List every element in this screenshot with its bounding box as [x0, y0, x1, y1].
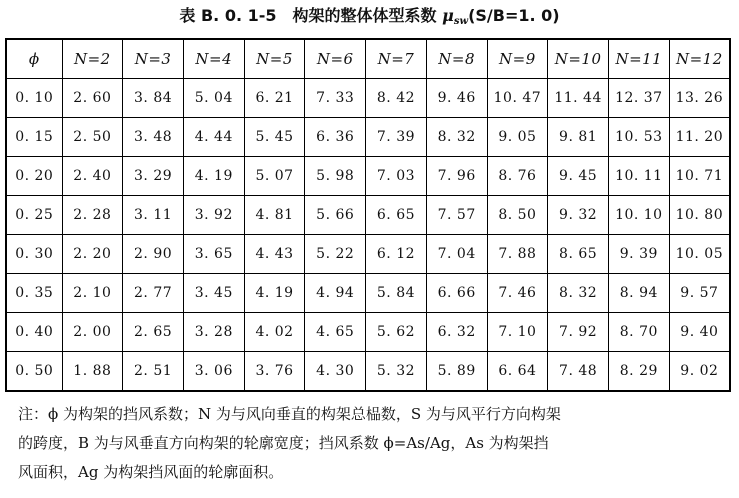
table-note — [18, 400, 730, 487]
column-header: N=8 — [426, 39, 487, 79]
row-phi-cell: 0. 20 — [6, 157, 62, 196]
column-header: N=4 — [183, 39, 244, 79]
column-header: N=10 — [548, 39, 609, 79]
value-cell: 3. 48 — [123, 118, 184, 157]
value-cell: 4. 19 — [244, 274, 305, 313]
value-cell: 9. 57 — [669, 274, 730, 313]
column-header: N=12 — [669, 39, 730, 79]
value-cell: 10. 71 — [669, 157, 730, 196]
value-cell: 2. 90 — [123, 235, 184, 274]
value-cell: 10. 11 — [608, 157, 669, 196]
table-body — [6, 79, 730, 392]
value-cell: 4. 02 — [244, 313, 305, 352]
value-cell: 2. 51 — [123, 352, 184, 392]
value-cell: 1. 88 — [62, 352, 123, 392]
value-cell: 2. 77 — [123, 274, 184, 313]
table-row — [6, 313, 730, 352]
value-cell: 5. 45 — [244, 118, 305, 157]
value-cell: 12. 37 — [608, 79, 669, 118]
coefficient-table — [5, 38, 731, 392]
value-cell: 7. 03 — [366, 157, 427, 196]
value-cell: 4. 65 — [305, 313, 366, 352]
table-row — [6, 118, 730, 157]
value-cell: 7. 04 — [426, 235, 487, 274]
value-cell: 7. 48 — [548, 352, 609, 392]
value-cell: 6. 64 — [487, 352, 548, 392]
value-cell: 5. 22 — [305, 235, 366, 274]
value-cell: 3. 11 — [123, 196, 184, 235]
column-header: N=2 — [62, 39, 123, 79]
value-cell: 2. 50 — [62, 118, 123, 157]
value-cell: 6. 21 — [244, 79, 305, 118]
row-phi-cell: 0. 30 — [6, 235, 62, 274]
value-cell: 5. 84 — [366, 274, 427, 313]
value-cell: 7. 92 — [548, 313, 609, 352]
value-cell: 4. 44 — [183, 118, 244, 157]
value-cell: 9. 02 — [669, 352, 730, 392]
value-cell: 9. 32 — [548, 196, 609, 235]
value-cell: 10. 53 — [608, 118, 669, 157]
corner-header: ϕ — [6, 39, 62, 79]
value-cell: 7. 46 — [487, 274, 548, 313]
value-cell: 3. 84 — [123, 79, 184, 118]
value-cell: 2. 65 — [123, 313, 184, 352]
table-row — [6, 79, 730, 118]
value-cell: 9. 39 — [608, 235, 669, 274]
value-cell: 2. 40 — [62, 157, 123, 196]
value-cell: 4. 81 — [244, 196, 305, 235]
value-cell: 7. 57 — [426, 196, 487, 235]
value-cell: 6. 32 — [426, 313, 487, 352]
value-cell: 10. 10 — [608, 196, 669, 235]
column-header: N=11 — [608, 39, 669, 79]
value-cell: 5. 07 — [244, 157, 305, 196]
row-phi-cell: 0. 10 — [6, 79, 62, 118]
value-cell: 7. 39 — [366, 118, 427, 157]
value-cell: 7. 96 — [426, 157, 487, 196]
value-cell: 5. 89 — [426, 352, 487, 392]
column-header: N=6 — [305, 39, 366, 79]
value-cell: 8. 50 — [487, 196, 548, 235]
value-cell: 2. 10 — [62, 274, 123, 313]
value-cell: 10. 47 — [487, 79, 548, 118]
value-cell: 8. 94 — [608, 274, 669, 313]
value-cell: 9. 45 — [548, 157, 609, 196]
caption-subscript: sw — [453, 16, 469, 27]
value-cell: 7. 10 — [487, 313, 548, 352]
note-line: 的跨度，B 为与风垂直方向构架的轮廓宽度；挡风系数 ϕ=As/Ag，As 为构架挡 — [18, 434, 549, 452]
value-cell: 10. 05 — [669, 235, 730, 274]
value-cell: 3. 76 — [244, 352, 305, 392]
value-cell: 3. 29 — [123, 157, 184, 196]
column-header: N=5 — [244, 39, 305, 79]
table-row — [6, 235, 730, 274]
table-row — [6, 196, 730, 235]
table-row — [6, 157, 730, 196]
value-cell: 11. 20 — [669, 118, 730, 157]
table-row — [6, 352, 730, 392]
row-phi-cell: 0. 25 — [6, 196, 62, 235]
value-cell: 4. 30 — [305, 352, 366, 392]
value-cell: 2. 60 — [62, 79, 123, 118]
value-cell: 8. 42 — [366, 79, 427, 118]
value-cell: 4. 94 — [305, 274, 366, 313]
column-header: N=3 — [123, 39, 184, 79]
value-cell: 6. 65 — [366, 196, 427, 235]
value-cell: 5. 62 — [366, 313, 427, 352]
value-cell: 9. 46 — [426, 79, 487, 118]
value-cell: 10. 80 — [669, 196, 730, 235]
value-cell: 6. 66 — [426, 274, 487, 313]
value-cell: 13. 26 — [669, 79, 730, 118]
value-cell: 5. 04 — [183, 79, 244, 118]
value-cell: 4. 43 — [244, 235, 305, 274]
value-cell: 3. 28 — [183, 313, 244, 352]
value-cell: 3. 45 — [183, 274, 244, 313]
value-cell: 6. 36 — [305, 118, 366, 157]
value-cell: 9. 40 — [669, 313, 730, 352]
table-row — [6, 274, 730, 313]
value-cell: 11. 44 — [548, 79, 609, 118]
value-cell: 7. 88 — [487, 235, 548, 274]
caption-condition: (S/B=1. 0) — [468, 6, 560, 25]
value-cell: 5. 32 — [366, 352, 427, 392]
column-header: N=7 — [366, 39, 427, 79]
note-line: 注：ϕ 为构架的挡风系数；N 为与风向垂直的构架总榀数，S 为与风平行方向构架 — [18, 405, 561, 423]
value-cell: 4. 19 — [183, 157, 244, 196]
value-cell: 9. 05 — [487, 118, 548, 157]
row-phi-cell: 0. 15 — [6, 118, 62, 157]
row-phi-cell: 0. 35 — [6, 274, 62, 313]
caption-symbol: μ — [442, 6, 454, 25]
value-cell: 2. 00 — [62, 313, 123, 352]
table-header-row — [6, 39, 730, 79]
value-cell: 5. 98 — [305, 157, 366, 196]
caption-prefix: 表 B. 0. 1-5 构架的整体体型系数 — [179, 6, 443, 25]
row-phi-cell: 0. 40 — [6, 313, 62, 352]
value-cell: 8. 32 — [426, 118, 487, 157]
value-cell: 8. 65 — [548, 235, 609, 274]
row-phi-cell: 0. 50 — [6, 352, 62, 392]
value-cell: 3. 06 — [183, 352, 244, 392]
note-line: 风面积，Ag 为构架挡风面的轮廓面积。 — [18, 463, 284, 481]
value-cell: 3. 92 — [183, 196, 244, 235]
value-cell: 3. 65 — [183, 235, 244, 274]
value-cell: 6. 12 — [366, 235, 427, 274]
value-cell: 8. 70 — [608, 313, 669, 352]
column-header: N=9 — [487, 39, 548, 79]
value-cell: 8. 76 — [487, 157, 548, 196]
value-cell: 2. 20 — [62, 235, 123, 274]
value-cell: 9. 81 — [548, 118, 609, 157]
table-caption — [0, 4, 739, 28]
value-cell: 2. 28 — [62, 196, 123, 235]
value-cell: 7. 33 — [305, 79, 366, 118]
value-cell: 8. 32 — [548, 274, 609, 313]
value-cell: 5. 66 — [305, 196, 366, 235]
value-cell: 8. 29 — [608, 352, 669, 392]
